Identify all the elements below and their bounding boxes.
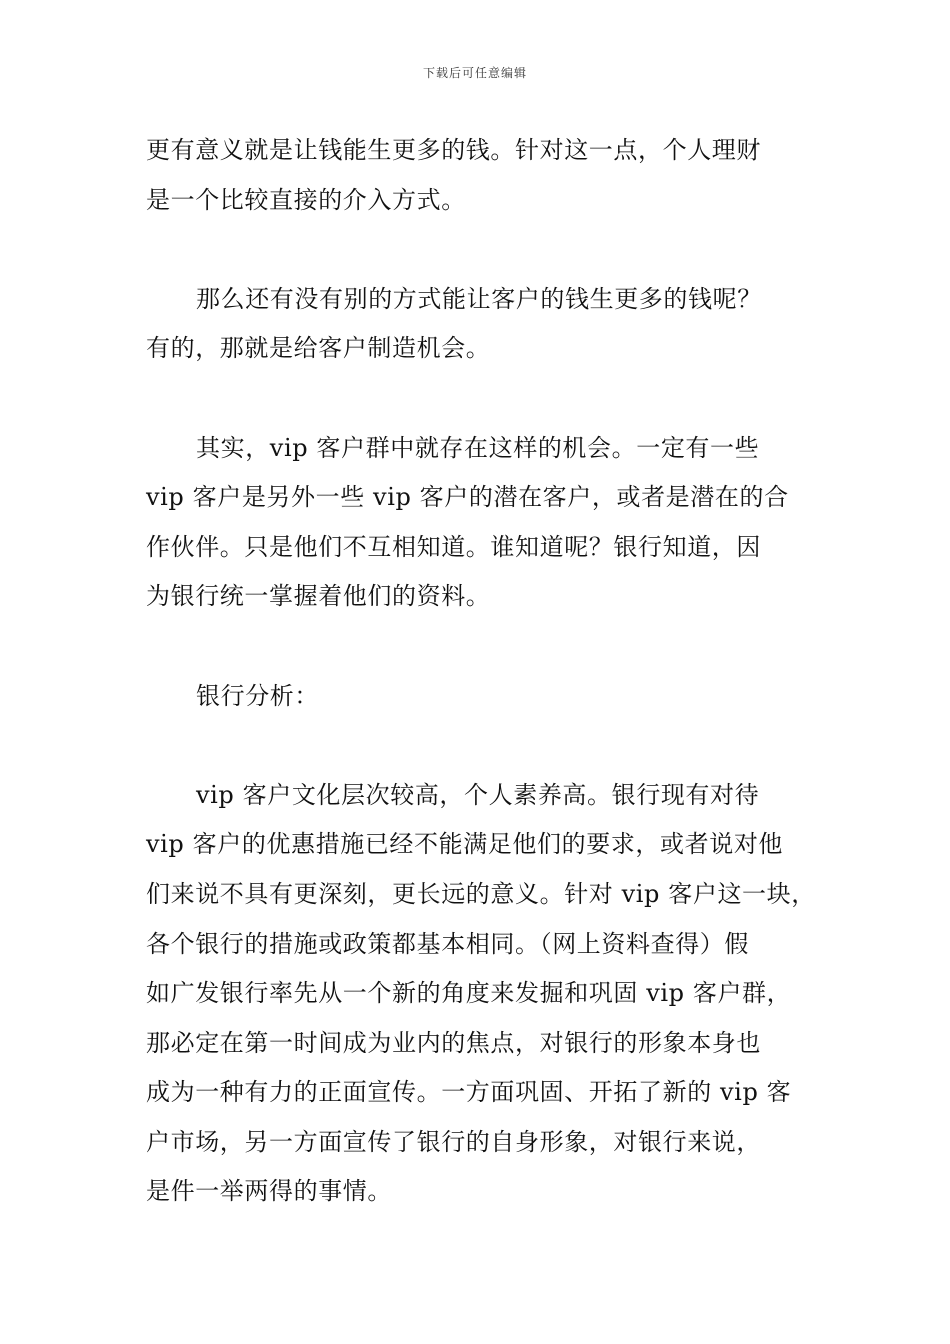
header-note: 下载后可任意编辑 xyxy=(422,66,527,80)
document-body xyxy=(146,126,826,1217)
text-line: 如广发银行率先从一个新的角度来发掘和巩固 vip 客户群， xyxy=(146,979,792,1008)
paragraph xyxy=(146,771,826,1217)
text-line: 作伙伴。只是他们不互相知道。谁知道呢？银行知道，因 xyxy=(146,532,761,561)
text-line: 户市场，另一方面宣传了银行的自身形象，对银行来说， xyxy=(146,1127,761,1156)
paragraph-gap xyxy=(146,622,826,672)
text-line: 那必定在第一时间成为业内的焦点，对银行的形象本身也 xyxy=(146,1028,761,1057)
paragraph xyxy=(146,672,826,722)
text-line: 各个银行的措施或政策都基本相同。（网上资料查得）假 xyxy=(146,929,749,958)
text-line: 是一个比较直接的介入方式。 xyxy=(146,185,466,214)
paragraph xyxy=(146,424,826,622)
paragraph xyxy=(146,126,826,225)
text-line: 有的，那就是给客户制造机会。 xyxy=(146,334,491,363)
text-line: 是件一举两得的事情。 xyxy=(146,1177,392,1206)
text-line: 们来说不具有更深刻，更长远的意义。针对 vip 客户这一块， xyxy=(146,879,816,908)
text-line: 为银行统一掌握着他们的资料。 xyxy=(146,582,491,611)
text-line: 成为一种有力的正面宣传。一方面巩固、开拓了新的 vip 客 xyxy=(146,1078,792,1107)
text-line: vip 客户的优惠措施已经不能满足他们的要求，或者说对他 xyxy=(146,830,784,859)
paragraph-gap xyxy=(146,374,826,424)
text-line: vip 客户文化层次较高，个人素养高。银行现有对待 xyxy=(196,780,760,809)
paragraph-gap xyxy=(146,721,826,771)
text-line: 那么还有没有别的方式能让客户的钱生更多的钱呢？ xyxy=(196,284,762,313)
text-line: 银行分析： xyxy=(196,681,319,710)
text-line: vip 客户是另外一些 vip 客户的潜在客户，或者是潜在的合 xyxy=(146,483,789,512)
text-line: 其实，vip 客户群中就存在这样的机会。一定有一些 xyxy=(196,433,760,462)
text-line: 更有意义就是让钱能生更多的钱。针对这一点，个人理财 xyxy=(146,136,761,164)
paragraph-gap xyxy=(146,225,826,275)
paragraph xyxy=(146,275,826,374)
